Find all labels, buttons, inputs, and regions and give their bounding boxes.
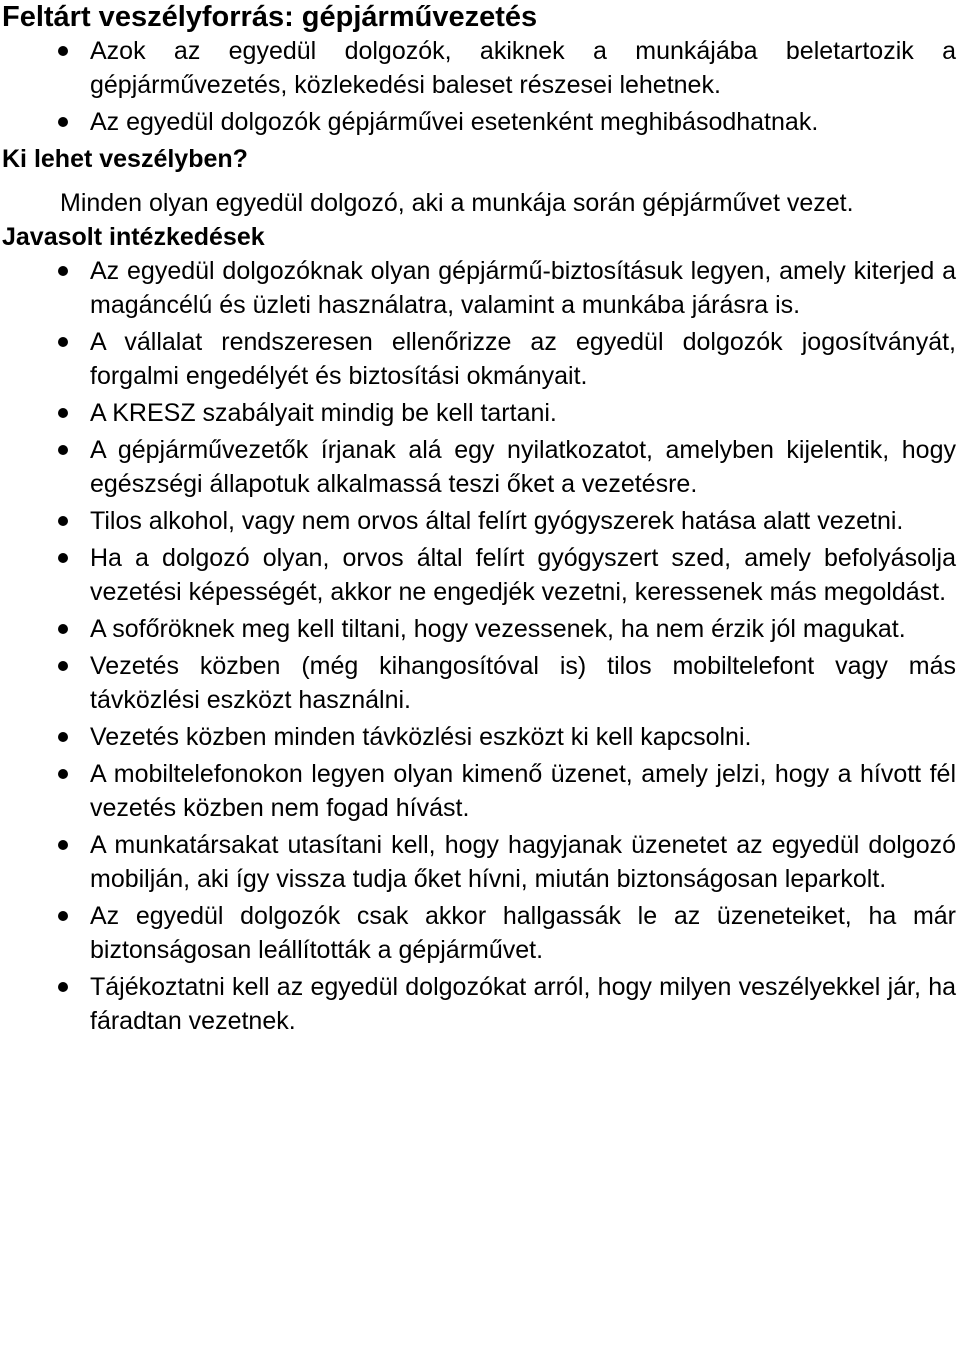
bullet-icon (58, 840, 68, 850)
list-item (2, 34, 956, 102)
list-item-text: A munkatársakat utasítani kell, hogy hagyjanak üzenetet az egyedül dolgozó mobilján, aki így vissza tudja őket hívni, miután biztonságosan leparkolt. (90, 831, 956, 893)
list-item-text: Az egyedül dolgozóknak olyan gépjármű-biztosításuk legyen, amely kiterjed a magáncélú és üzleti használatra, valamint a munkába járásra is. (90, 257, 956, 319)
list-item (2, 828, 956, 896)
list-item (2, 396, 956, 430)
list-item (2, 433, 956, 501)
list-item (2, 970, 956, 1038)
list-item-text: Az egyedül dolgozók gépjárművei esetenként meghibásodhatnak. (90, 108, 819, 136)
who-paragraph: Minden olyan egyedül dolgozó, aki a munkája során gépjárművet vezet. (60, 189, 854, 217)
list-item (2, 105, 956, 139)
page-title: Feltárt veszélyforrás: gépjárművezetés (2, 1, 538, 33)
measures-list (2, 254, 956, 1038)
bullet-icon (58, 516, 68, 526)
document-page (2, 0, 956, 1041)
list-item-text: Vezetés közben (még kihangosítóval is) tilos mobiltelefont vagy más távközlési eszközt használni. (90, 652, 956, 714)
list-item (2, 899, 956, 967)
bullet-icon (58, 46, 68, 56)
bullet-icon (58, 337, 68, 347)
list-item-text: Vezetés közben minden távközlési eszközt ki kell kapcsolni. (90, 723, 752, 751)
bullet-icon (58, 553, 68, 563)
list-item-text: A mobiltelefonokon legyen olyan kimenő üzenet, amely jelzi, hogy a hívott fél vezetés közben nem fogad hívást. (90, 760, 956, 822)
list-item-text: A KRESZ szabályait mindig be kell tartani. (90, 399, 557, 427)
list-item-text: Tájékoztatni kell az egyedül dolgozókat arról, hogy milyen veszélyekkel jár, ha fáradtan vezetnek. (90, 973, 956, 1035)
list-item (2, 325, 956, 393)
bullet-icon (58, 911, 68, 921)
list-item (2, 254, 956, 322)
list-item-text: Tilos alkohol, vagy nem orvos által felírt gyógyszerek hatása alatt vezetni. (90, 507, 904, 535)
list-item-text: Az egyedül dolgozók csak akkor hallgassák le az üzeneteiket, ha már biztonságosan leállították a gépjárművet. (90, 902, 956, 964)
list-item-text: Azok az egyedül dolgozók, akiknek a munkájába beletartozik a gépjárművezetés, közlekedési baleset részesei lehetnek. (90, 37, 956, 99)
bullet-icon (58, 266, 68, 276)
bullet-icon (58, 117, 68, 127)
list-item (2, 720, 956, 754)
list-item (2, 612, 956, 646)
list-item-text: A vállalat rendszeresen ellenőrizze az egyedül dolgozók jogosítványát, forgalmi engedélyét és biztosítási okmányait. (90, 328, 956, 390)
bullet-icon (58, 661, 68, 671)
bullet-icon (58, 445, 68, 455)
list-item (2, 757, 956, 825)
hazard-list (2, 34, 956, 139)
bullet-icon (58, 624, 68, 634)
section-heading-measures: Javasolt intézkedések (2, 223, 265, 251)
bullet-icon (58, 732, 68, 742)
list-item (2, 504, 956, 538)
section-heading-who: Ki lehet veszélyben? (2, 145, 248, 173)
bullet-icon (58, 769, 68, 779)
bullet-icon (58, 408, 68, 418)
list-item (2, 649, 956, 717)
bullet-icon (58, 982, 68, 992)
list-item-text: Ha a dolgozó olyan, orvos által felírt gyógyszert szed, amely befolyásolja vezetési képességét, akkor ne engedjék vezetni, keressenek más megoldást. (90, 544, 956, 606)
list-item-text: A sofőröknek meg kell tiltani, hogy vezessenek, ha nem érzik jól magukat. (90, 615, 906, 643)
list-item-text: A gépjárművezetők írjanak alá egy nyilatkozatot, amelyben kijelentik, hogy egészségi állapotuk alkalmassá teszi őket a vezetésre. (90, 436, 956, 498)
list-item (2, 541, 956, 609)
